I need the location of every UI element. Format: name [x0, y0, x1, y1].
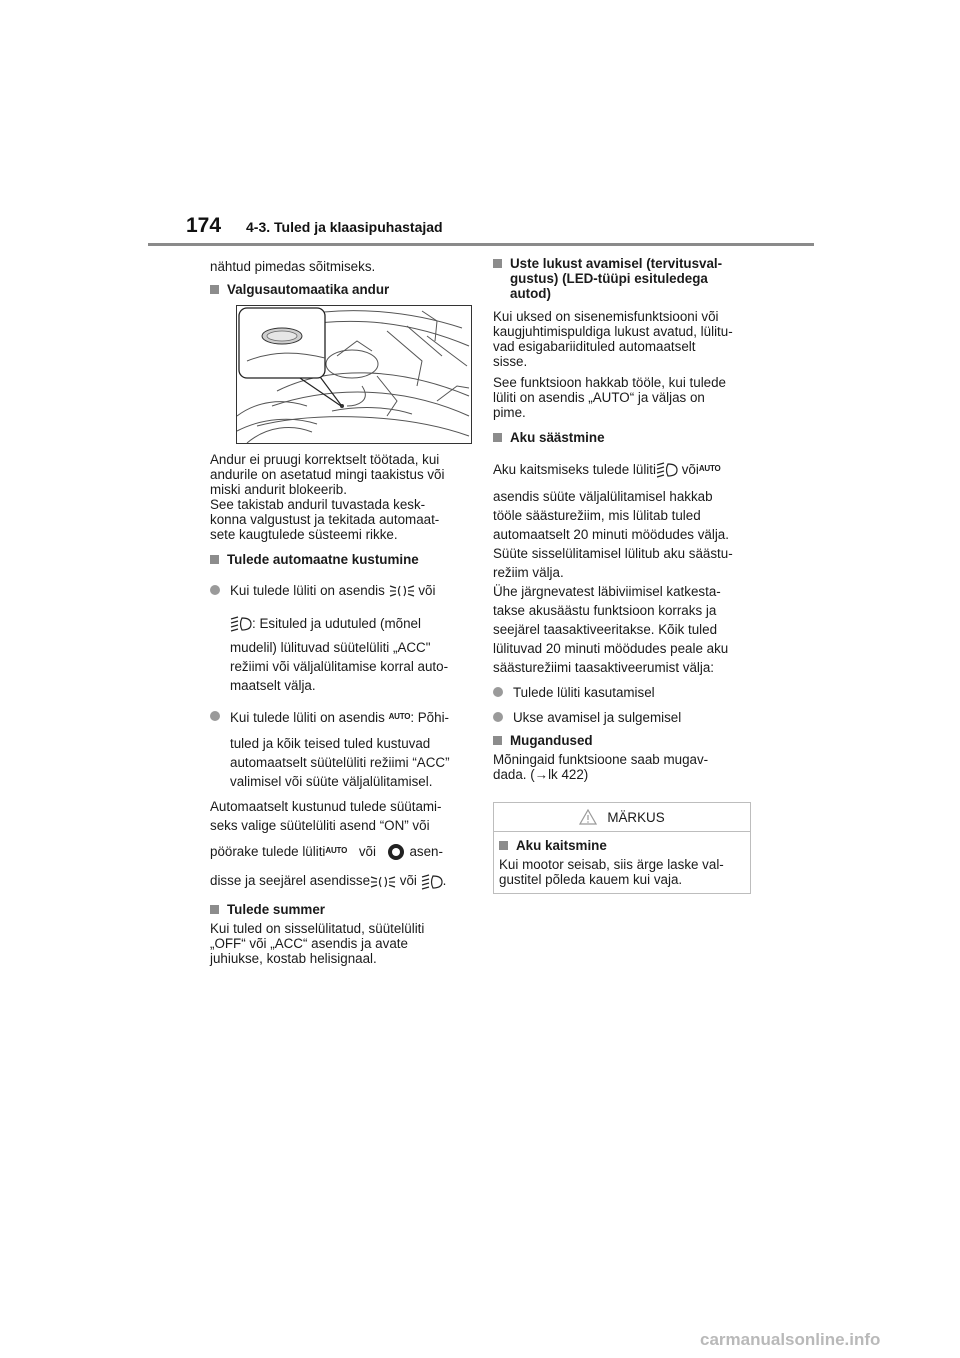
customization-text: Mõningaid funktsioone saab mugav- dada. (→lk 422) — [493, 752, 709, 782]
round-bullet-icon — [493, 687, 503, 697]
page-number: 174 — [186, 214, 222, 237]
header-rule — [148, 243, 814, 246]
list-item: Ukse avamisel ja sulgemisel — [493, 708, 755, 727]
square-bullet-icon — [499, 841, 508, 850]
buzzer-text: Kui tuled on sisselülitatud, süütelüliti „OFF“ või „ACC“ asendis ja avate juhiukse, kostab helisignaal. — [210, 921, 425, 967]
left-column — [210, 256, 472, 972]
section-title: 4-3. Tuled ja klaasipuhastajad — [246, 219, 443, 235]
headlight-icon — [421, 874, 443, 890]
auto-icon: AUTO — [325, 846, 348, 855]
light-sensor-illustration — [236, 305, 472, 444]
auto-off-heading: Tulede automaatne kustumine — [210, 552, 472, 567]
notice-box — [493, 802, 751, 894]
buzzer-heading: Tulede summer — [210, 902, 472, 917]
list-item: Tulede lüliti kasutamisel — [493, 683, 755, 702]
right-column — [493, 256, 755, 894]
round-bullet-icon — [210, 711, 220, 721]
battery-saver-text: Aku kaitsmiseks tulede lüliti või$^{AUTO}$ asendis süüte väljalülitamisel hakkab tööle säästurežiim, mis lülitab tuled automaatselt 20 minuti möödudes välja. Süüte sisselülitamisel lülitub aku säästu- režiim välja. Ühe järgnevatest läbiviimisel katkesta- takse akusäästu funktsioon korraks ja seejärel taasaktiveeritakse. Kõik tuled lülituvad 20 minuti möödudes peale aku säästurežiimi taasaktiveerumist välja: — [493, 462, 733, 675]
list-item: Kui tulede lüliti on asendis või : Esituled ja udutuled (mõnel mudelil) lülituvad süütelüliti „ACC" režiimi või väljalülitamise korral auto- maatselt välja. — [210, 581, 472, 695]
headlight-icon — [230, 616, 252, 632]
customization-heading: Mugandused — [493, 733, 755, 748]
list-item: Kui tulede lüliti on asendis $^{AUTO}$: Põhi- tuled ja kõik teised tuled kustuvad automaatselt süütelüliti režiimi “ACC” valimisel või süüte väljalülitamisel. — [210, 707, 472, 791]
auto-icon: AUTO — [698, 464, 721, 473]
sensor-heading: Valgusautomaatika andur — [210, 282, 472, 297]
round-bullet-icon — [210, 585, 220, 595]
square-bullet-icon — [493, 433, 502, 442]
intro-text: nähtud pimedas sõitmiseks. — [210, 259, 376, 274]
square-bullet-icon — [493, 736, 502, 745]
square-bullet-icon — [210, 555, 219, 564]
parking-light-icon — [389, 584, 415, 598]
square-bullet-icon — [210, 905, 219, 914]
welcome-light-heading: Uste lukust avamisel (tervitusval- gustus) (LED-tüüpi esituledega autod) — [493, 256, 755, 301]
headlight-icon — [656, 462, 678, 478]
sensor-text: Andur ei pruugi korrektselt töötada, kui andurile on asetatud mingi taakistus või miski andurit blokeerib. See takistab anduril tuvastada kesk- konna valgustust ja tekitada automaat- sete kaugtulede süsteemi rikke. — [210, 452, 445, 542]
notice-title: MÄRKUS — [494, 803, 750, 832]
parking-light-icon — [370, 875, 396, 889]
welcome-text-1: Kui uksed on sisenemisfunktsiooni või kaugjuhtimispuldiga lukust avatud, lülitu- vad esigabariidituled automaatselt sisse. — [493, 309, 733, 369]
battery-saver-heading: Aku säästmine — [493, 430, 755, 445]
reactivate-text: Automaatselt kustunud tulede süütami- seks valige süütelüliti asend “ON” või pöörake tulede lüliti$^{AUTO}$ või asen- disse ja seejärel asendisse või . — [210, 799, 447, 889]
welcome-text-2: See funktsioon hakkab tööle, kui tulede lüliti on asendis „AUTO“ ja väljas on pime. — [493, 375, 727, 420]
notice-body: Aku kaitsmine Kui mootor seisab, siis ärge laske val- gustitel põleda kauem kui vaja. — [494, 832, 750, 893]
fog-light-off-icon — [386, 843, 406, 861]
square-bullet-icon — [493, 259, 502, 268]
auto-icon: AUTO — [388, 712, 411, 721]
dashboard-sensor-icon — [237, 306, 471, 443]
warning-triangle-icon — [579, 809, 597, 825]
notice-heading: Aku kaitsmine — [499, 838, 744, 853]
square-bullet-icon — [210, 285, 219, 294]
watermark: carmanualsonline.info — [700, 1330, 881, 1349]
round-bullet-icon — [493, 712, 503, 722]
